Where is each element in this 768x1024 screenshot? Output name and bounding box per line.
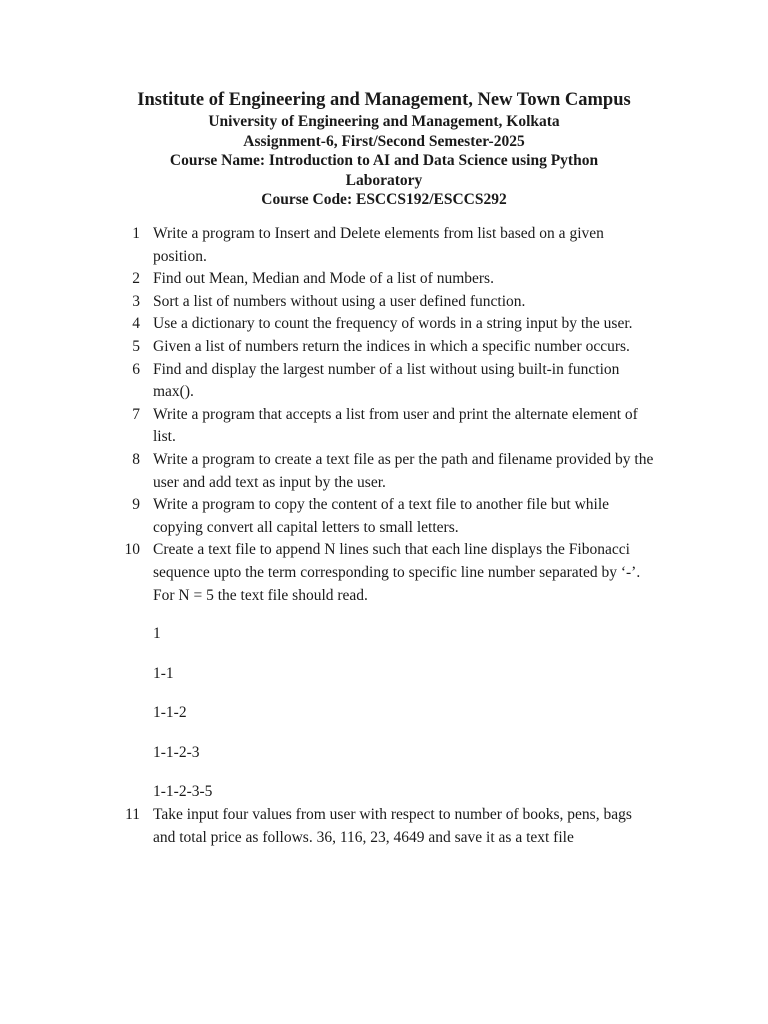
fibonacci-example <box>118 623 658 804</box>
question-number: 10 <box>124 541 140 559</box>
question-text: Write a program to Insert and Delete elements from list based on a given position. <box>153 225 604 265</box>
question-list <box>118 223 658 849</box>
question-text: Create a text file to append N lines such that each line displays the Fibonacci sequence upto the term corresponding to specific line number separated by ‘-’. For N = 5 the text file should read. <box>153 541 641 604</box>
question-text: Sort a list of numbers without using a user defined function. <box>153 292 526 310</box>
institute-title: Institute of Engineering and Management, New Town Campus <box>137 90 631 110</box>
question-number: 2 <box>132 270 140 288</box>
question-text: Write a program that accepts a list from user and print the alternate element of list. <box>153 405 638 446</box>
question-number: 8 <box>132 450 140 468</box>
question-item <box>118 359 658 404</box>
question-number: 5 <box>132 337 140 355</box>
question-item <box>118 268 658 291</box>
question-text: Write a program to create a text file as per the path and filename provided by the user and add text as input by the user. <box>153 450 654 491</box>
question-item <box>118 291 658 314</box>
question-item <box>118 449 658 494</box>
question-text: Use a dictionary to count the frequency of words in a string input by the user. <box>153 315 633 333</box>
question-text: Take input four values from user with respect to number of books, pens, bags and total price as follows. 36, 116, 23, 4649 and save it as a text file <box>153 806 632 846</box>
question-item <box>118 494 658 539</box>
fibonacci-line: 1-1-2-3 <box>153 743 200 761</box>
question-number: 9 <box>132 496 140 514</box>
question-item <box>118 539 658 607</box>
question-number: 1 <box>132 225 140 242</box>
question-item <box>118 804 658 849</box>
question-number: 11 <box>125 806 140 824</box>
course-code: Course Code: ESCCS192/ESCCS292 <box>261 191 507 209</box>
question-number: 7 <box>132 405 140 423</box>
question-number: 6 <box>132 360 140 378</box>
question-text: Find and display the largest number of a list without using built-in function max(). <box>153 360 620 401</box>
question-text: Write a program to copy the content of a text file to another file but while copying convert all capital letters to small letters. <box>153 496 610 536</box>
assignment-title: Assignment-6, First/Second Semester-2025 <box>243 132 525 150</box>
document-header <box>0 88 768 210</box>
university-name: University of Engineering and Management, Kolkata <box>208 113 560 130</box>
question-item <box>118 336 658 359</box>
question-item <box>118 223 658 268</box>
question-number: 4 <box>132 315 140 333</box>
fibonacci-line: 1-1-2-3-5 <box>153 783 213 801</box>
course-name-continued: Laboratory <box>345 171 423 189</box>
question-text: Given a list of numbers return the indices in which a specific number occurs. <box>153 337 630 355</box>
fibonacci-line: 1 <box>153 625 161 643</box>
question-item <box>118 404 658 449</box>
question-number: 3 <box>132 292 140 310</box>
question-item <box>118 313 658 336</box>
fibonacci-line: 1-1-2 <box>153 704 187 722</box>
question-text: Find out Mean, Median and Mode of a list of numbers. <box>153 270 494 288</box>
fibonacci-line: 1-1 <box>153 664 174 682</box>
course-name: Course Name: Introduction to AI and Data Science using Python <box>169 152 599 170</box>
